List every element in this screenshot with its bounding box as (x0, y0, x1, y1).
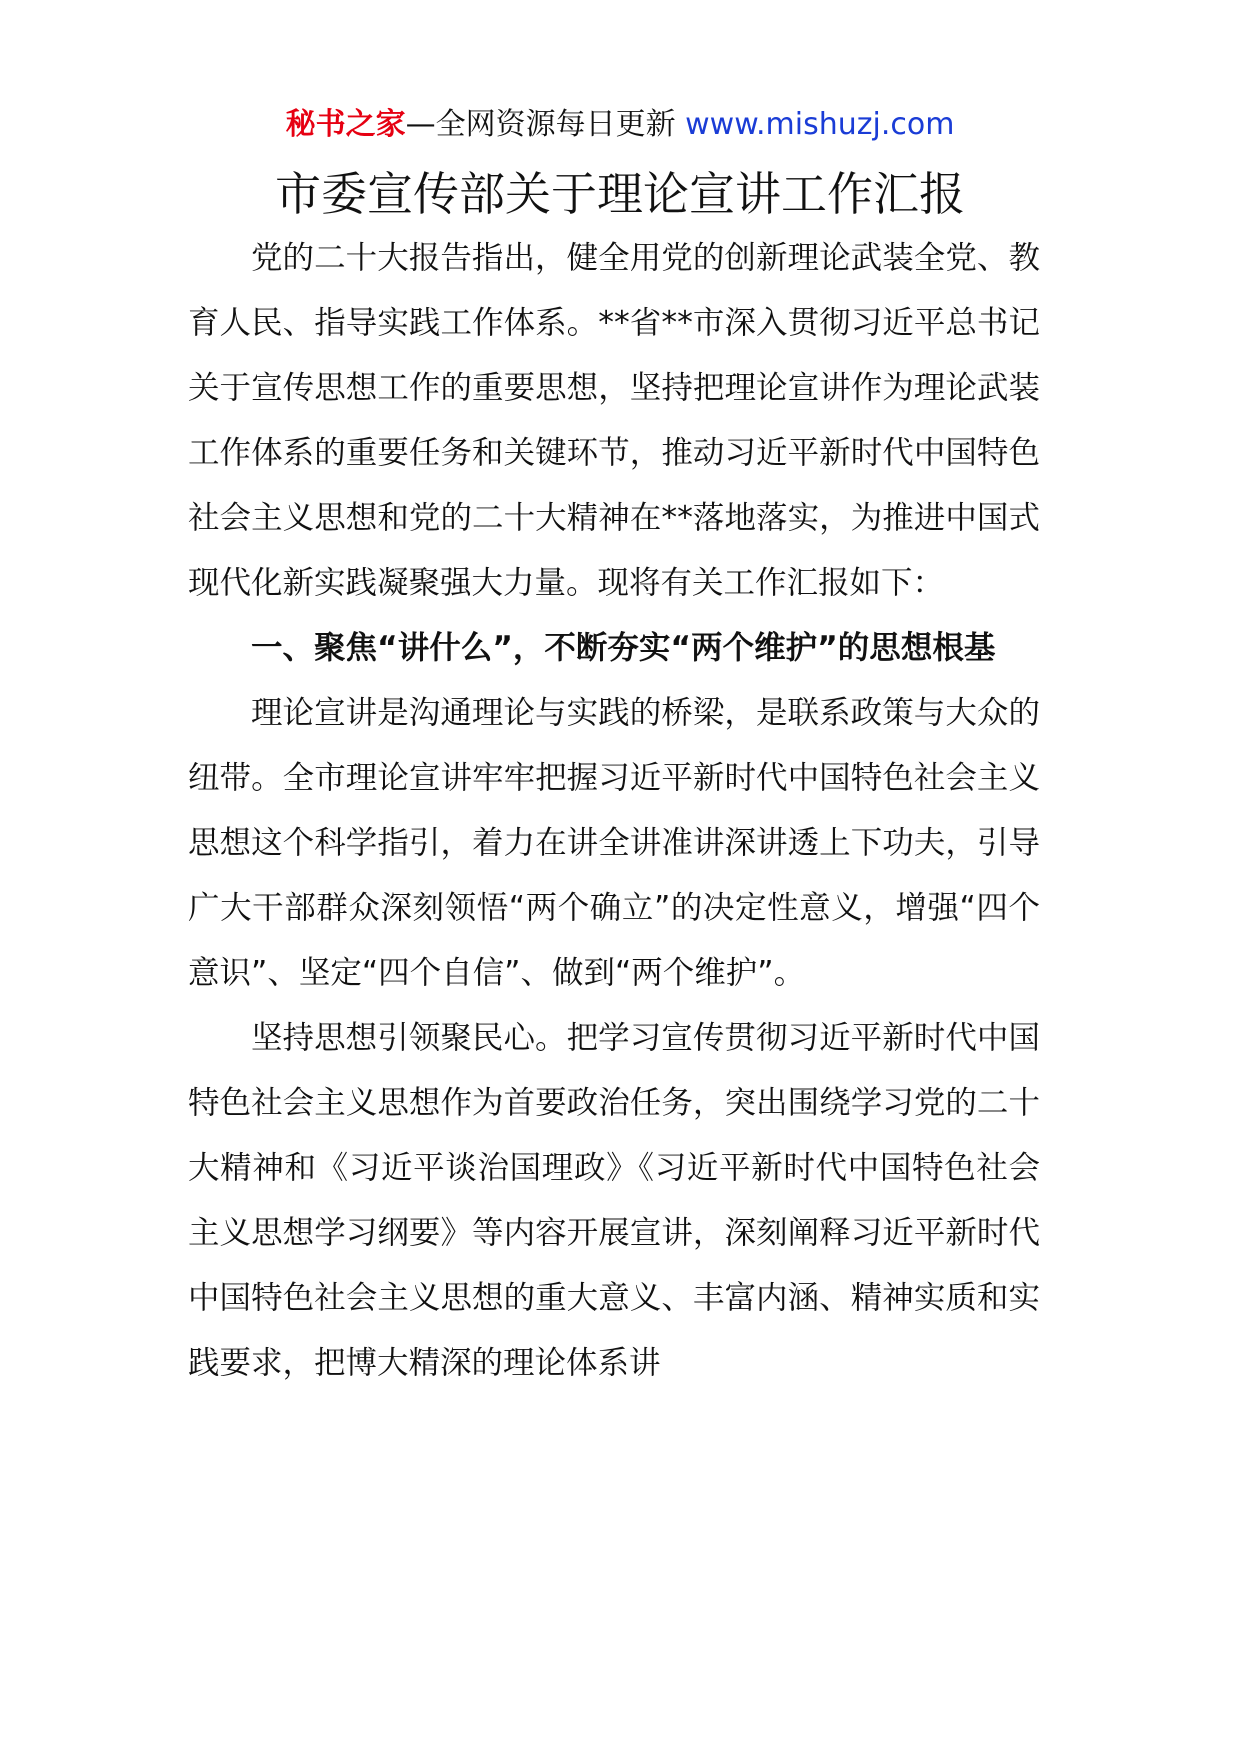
document-body (188, 226, 1040, 1396)
body-paragraph: 坚持思想引领聚民心。把学习宣传贯彻习近平新时代中国特色社会主义思想作为首要政治任务，突出围绕学习党的二十大精神和《习近平谈治国理政》《习近平新时代中国特色社会主义思想学习纲要》等内容开展宣讲，深刻阐释习近平新时代中国特色社会主义思想的重大意义、丰富内涵、精神实质和实践要求，把博大精深的理论体系讲 (188, 1020, 1040, 1381)
site-header (0, 103, 1240, 147)
brand-name: 秘书之家 (285, 107, 406, 142)
section-heading-1: 一、聚焦“讲什么”，不断夯实“两个维护”的思想根基 (251, 630, 996, 666)
site-url-link[interactable]: www.mishuzj.com (685, 107, 955, 142)
document-title: 市委宣传部关于理论宣讲工作汇报 (275, 167, 965, 221)
body-paragraph: 理论宣讲是沟通理论与实践的桥梁，是联系政策与大众的纽带。全市理论宣讲牢牢把握习近平新时代中国特色社会主义思想这个科学指引，着力在讲全讲准讲深讲透上下功夫，引导广大干部群众深刻领悟“两个确立”的决定性意义，增强“四个意识”、坚定“四个自信”、做到“两个维护”。 (188, 695, 1040, 991)
intro-paragraph: 党的二十大报告指出，健全用党的创新理论武装全党、教育人民、指导实践工作体系。**省**市深入贯彻习近平总书记关于宣传思想工作的重要思想，坚持把理论宣讲作为理论武装工作体系的重要任务和关键环节，推动习近平新时代中国特色社会主义思想和党的二十大精神在**落地落实，为推进中国式现代化新实践凝聚强大力量。现将有关工作汇报如下： (188, 240, 1040, 601)
header-tagline: —全网资源每日更新 (405, 107, 676, 142)
